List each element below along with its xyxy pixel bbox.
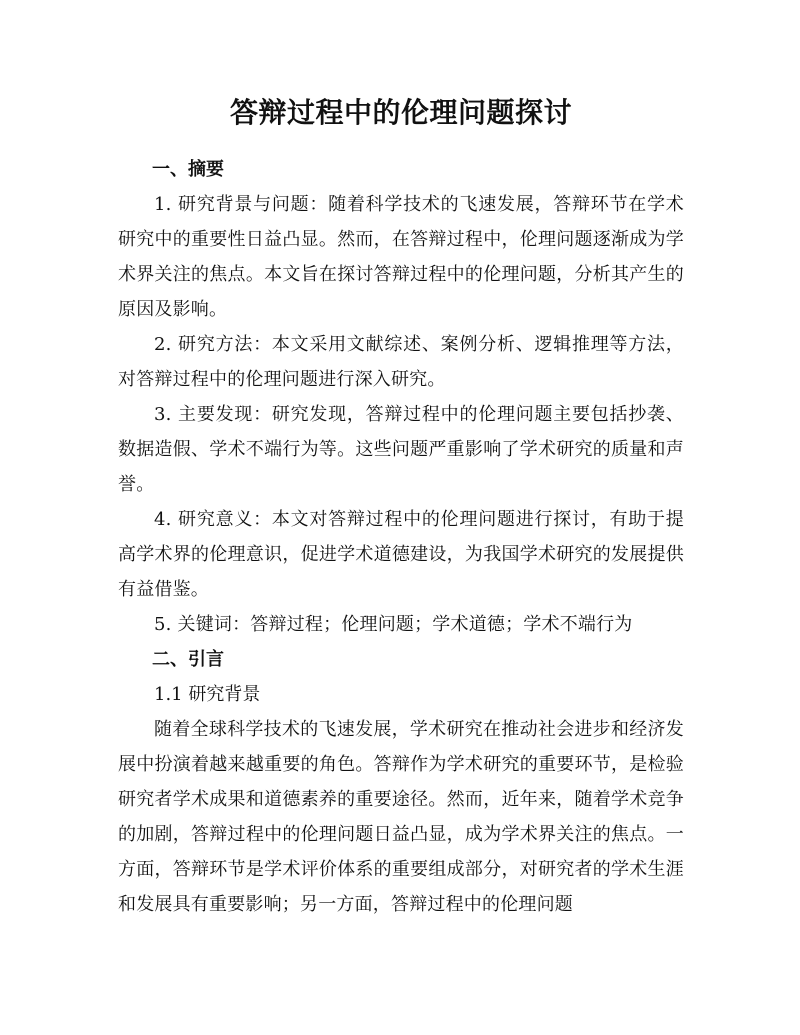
document-title: 答辩过程中的伦理问题探讨 — [229, 96, 572, 129]
section-heading-introduction: 二、引言 — [152, 649, 224, 670]
abstract-item-keywords: 5. 关键词：答辩过程；伦理问题；学术道德；学术不端行为 — [154, 614, 633, 635]
abstract-item-method: 2. 研究方法：本文采用文献综述、案例分析、逻辑推理等方法，对答辩过程中的伦理问题进行深入研究。 — [118, 334, 684, 390]
subsection-heading-background: 1.1 研究背景 — [154, 684, 261, 705]
document-page — [118, 88, 684, 922]
abstract-item-background: 1. 研究背景与问题：随着科学技术的飞速发展，答辩环节在学术研究中的重要性日益凸显。然而，在答辩过程中，伦理问题逐渐成为学术界关注的焦点。本文旨在探讨答辩过程中的伦理问题，分析其产生的原因及影响。 — [118, 194, 684, 320]
section-heading-abstract: 一、摘要 — [152, 159, 224, 180]
introduction-paragraph: 随着全球科学技术的飞速发展，学术研究在推动社会进步和经济发展中扮演着越来越重要的角色。答辩作为学术研究的重要环节，是检验研究者学术成果和道德素养的重要途径。然而，近年来，随着学术竞争的加剧，答辩过程中的伦理问题日益凸显，成为学术界关注的焦点。一方面，答辩环节是学术评价体系的重要组成部分，对研究者的学术生涯和发展具有重要影响；另一方面，答辩过程中的伦理问题 — [118, 719, 684, 915]
abstract-item-findings: 3. 主要发现：研究发现，答辩过程中的伦理问题主要包括抄袭、数据造假、学术不端行为等。这些问题严重影响了学术研究的质量和声誉。 — [118, 404, 684, 495]
abstract-item-significance: 4. 研究意义：本文对答辩过程中的伦理问题进行探讨，有助于提高学术界的伦理意识，促进学术道德建设，为我国学术研究的发展提供有益借鉴。 — [118, 509, 684, 600]
